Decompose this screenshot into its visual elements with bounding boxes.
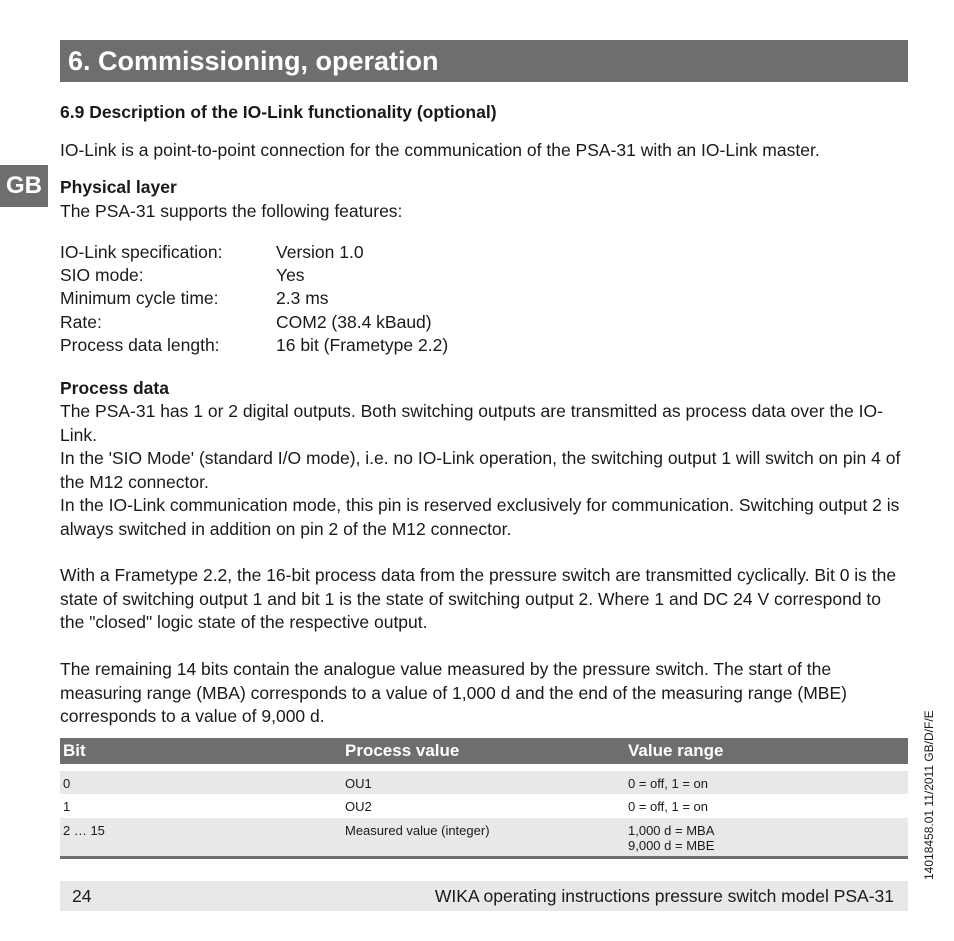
table-header	[60, 738, 908, 764]
table-cell-bit: 0	[63, 776, 71, 791]
spec-label: Rate:	[60, 312, 102, 332]
process-data-paragraph-2: In the 'SIO Mode' (standard I/O mode), i.e. no IO-Link operation, the switching output 1 will switch on pin 4 of the M12 connector.	[60, 448, 901, 492]
section-intro: IO-Link is a point-to-point connection for the communication of the PSA-31 with an IO-Link master.	[60, 140, 820, 160]
table-row	[60, 771, 908, 794]
process-data-paragraph-3: In the IO-Link communication mode, this pin is reserved exclusively for communication. Switching output 2 is always switched in addition on pin 2 of the M12 connector.	[60, 495, 900, 539]
page-number: 24	[72, 886, 92, 906]
spec-value: 16 bit (Frametype 2.2)	[276, 335, 449, 355]
spec-value: Version 1.0	[276, 242, 364, 262]
chapter-title: 6. Commissioning, operation	[60, 40, 908, 82]
spec-value: Yes	[276, 265, 305, 285]
table-cell-range-line-2: 9,000 d = MBE	[628, 838, 715, 853]
table-cell-process: Measured value (integer)	[345, 823, 490, 838]
process-data-paragraph-1: The PSA-31 has 1 or 2 digital outputs. Both switching outputs are transmitted as process data over the IO-Link.	[60, 401, 883, 445]
spec-value: 2.3 ms	[276, 288, 329, 308]
table-cell-process: OU2	[345, 799, 372, 814]
language-tab: GB	[0, 165, 48, 207]
table-cell-range: 0 = off, 1 = on	[628, 799, 708, 814]
table-cell-range: 0 = off, 1 = on	[628, 776, 708, 791]
physical-layer-heading: Physical layer	[60, 177, 177, 197]
process-data-heading: Process data	[60, 378, 169, 398]
table-cell-bit: 1	[63, 799, 71, 814]
page-footer	[60, 881, 908, 911]
process-data-paragraph-5: The remaining 14 bits contain the analogue value measured by the pressure switch. The start of the measuring range (MBA) corresponds to a value of 1,000 d and the end of the measuring range (MBE) corresponds to a value of 9,000 d.	[60, 659, 847, 726]
table-row	[60, 818, 908, 856]
table-header-process-value: Process value	[345, 741, 460, 760]
spec-label: SIO mode:	[60, 265, 144, 285]
spec-label: Minimum cycle time:	[60, 288, 219, 308]
process-data-paragraph-4: With a Frametype 2.2, the 16-bit process data from the pressure switch are transmitted cyclically. Bit 0 is the state of switching output 1 and bit 1 is the state of switching output 2. Where 1 and DC 24 V correspond to the "closed" logic state of the respective output.	[60, 565, 897, 632]
table-header-value-range: Value range	[628, 741, 724, 760]
spec-label: IO-Link specification:	[60, 242, 223, 262]
section-heading: 6.9 Description of the IO-Link functionality (optional)	[60, 102, 497, 122]
spec-label: Process data length:	[60, 335, 220, 355]
document-code: 14018458.01 11/2011 GB/D/F/E	[922, 710, 936, 880]
table-cell-bit: 2 … 15	[63, 823, 105, 838]
table-row	[60, 794, 908, 818]
table-bottom-rule	[60, 856, 908, 859]
table-cell-process: OU1	[345, 776, 372, 791]
footer-text: WIKA operating instructions pressure switch model PSA-31	[434, 886, 894, 906]
physical-layer-intro: The PSA-31 supports the following features:	[60, 201, 403, 221]
spec-value: COM2 (38.4 kBaud)	[276, 312, 432, 332]
table-header-bit: Bit	[63, 741, 86, 760]
table-cell-range: 1,000 d = MBA	[628, 823, 715, 838]
